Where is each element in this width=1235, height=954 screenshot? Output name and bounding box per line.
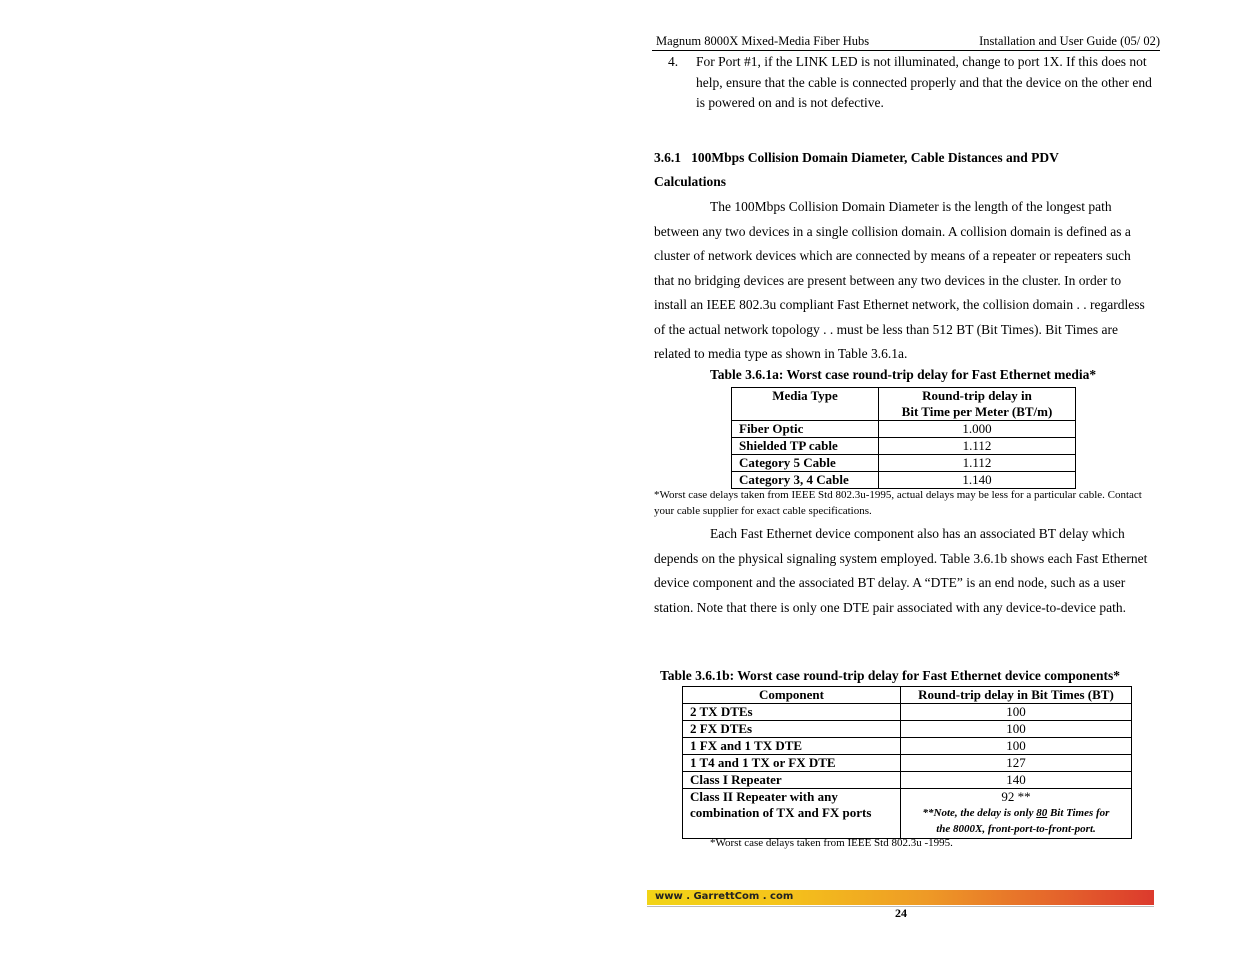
table-a-footnote: *Worst case delays taken from IEEE Std 802.3u-1995, actual delays may be less for a particular cable. Contact your cable supplier for exact cable specifications.	[654, 489, 1142, 517]
component-line1: Class II Repeater with any	[690, 789, 838, 804]
table-row	[683, 721, 1132, 738]
delay-cell: 100	[901, 704, 1132, 721]
header-round-trip-delay	[879, 388, 1076, 421]
section-heading	[654, 146, 1154, 194]
table-header-row	[683, 687, 1132, 704]
footer-url: www . GarrettCom . com	[655, 891, 794, 902]
paragraph-collision-domain	[654, 195, 1154, 367]
section-heading-line1: 3.6.1 100Mbps Collision Domain Diameter, Cable Distances and PDV	[654, 150, 1059, 165]
header-round-trip-delay-bt: Round-trip delay in Bit Times (BT)	[901, 687, 1132, 704]
table-row	[683, 789, 1132, 839]
header-component: Component	[683, 687, 901, 704]
paragraph-collision-domain-text: The 100Mbps Collision Domain Diameter is the length of the longest path between any two devices in a single collision domain. A collision domain is defined as a cluster of network devices which are connected by means of a repeater or repeaters such that no bridging devices are present between any two devices in the cluster. In order to install an IEEE 802.3u compliant Fast Ethernet network, the collision domain . . regardless of the actual network topology . . must be less than 512 BT (Bit Times). Bit Times are related to media type as shown in Table 3.6.1a.	[654, 199, 1145, 361]
table-row	[683, 704, 1132, 721]
table-row	[683, 755, 1132, 772]
running-header-guide: Installation and User Guide (05/ 02)	[979, 34, 1160, 48]
media-cell: Category 3, 4 Cable	[732, 472, 879, 489]
table-row	[683, 772, 1132, 789]
page-number: 24	[895, 906, 907, 920]
component-cell: 1 T4 and 1 TX or FX DTE	[683, 755, 901, 772]
delay-cell: 127	[901, 755, 1132, 772]
table-b-caption: Table 3.6.1b: Worst case round-trip delay for Fast Ethernet device components*	[660, 668, 1120, 683]
note-mid: Bit Times for	[1047, 807, 1110, 819]
delay-cell: 1.112	[879, 438, 1076, 455]
running-header-title: Magnum 8000X Mixed-Media Fiber Hubs	[656, 34, 870, 48]
media-cell: Category 5 Cable	[732, 455, 879, 472]
header-media-type: Media Type	[732, 388, 879, 421]
component-cell: Class I Repeater	[683, 772, 901, 789]
media-cell: Shielded TP cable	[732, 438, 879, 455]
delay-cell: 1.112	[879, 455, 1076, 472]
table-header-row	[732, 388, 1076, 421]
table-row	[732, 438, 1076, 455]
component-cell: 2 TX DTEs	[683, 704, 901, 721]
delay-cell: 100	[901, 738, 1132, 755]
header-round-trip-delay-line2: Bit Time per Meter (BT/m)	[901, 404, 1053, 419]
delay-cell: 1.140	[879, 472, 1076, 489]
delay-cell	[901, 789, 1132, 839]
component-cell: 1 FX and 1 TX DTE	[683, 738, 901, 755]
footer-banner	[647, 890, 1154, 905]
note-prefix: **Note, the delay is only	[922, 807, 1037, 819]
paragraph-device-components-text: Each Fast Ethernet device component also has an associated BT delay which depends on the physical signaling system employed. Table 3.6.1b shows each Fast Ethernet device component and the associated BT delay. A “DTE” is an end node, such as a user station. Note that there is only one DTE pair associated with any device-to-device path.	[654, 526, 1148, 615]
component-delay-table	[682, 686, 1132, 839]
delay-cell: 140	[901, 772, 1132, 789]
header-rule	[652, 50, 1160, 51]
delay-note-line2: the 8000X, front-port-to-front-port.	[936, 823, 1096, 835]
component-cell: 2 FX DTEs	[683, 721, 901, 738]
list-item-number: 4.	[668, 54, 679, 69]
delay-note-line1	[908, 805, 1124, 821]
section-heading-line2: Calculations	[654, 174, 727, 189]
delay-cell: 1.000	[879, 421, 1076, 438]
table-row	[732, 455, 1076, 472]
paragraph-device-components	[654, 522, 1154, 620]
table-row	[732, 472, 1076, 489]
list-item-text: For Port #1, if the LINK LED is not illuminated, change to port 1X. If this does not help, ensure that the cable is connected properly and that the device on the other end is powered on and is not defective.	[696, 54, 1152, 110]
component-line2: combination of TX and FX ports	[690, 805, 872, 820]
delay-value: 92 **	[1001, 789, 1031, 804]
media-cell: Fiber Optic	[732, 421, 879, 438]
delay-cell: 100	[901, 721, 1132, 738]
table-row	[683, 738, 1132, 755]
table-b-footnote: *Worst case delays taken from IEEE Std 802.3u -1995.	[710, 837, 953, 849]
table-row	[732, 421, 1076, 438]
table-a-caption: Table 3.6.1a: Worst case round-trip delay for Fast Ethernet media*	[710, 367, 1097, 382]
media-delay-table	[731, 387, 1076, 489]
note-emphasis: 80	[1036, 807, 1048, 819]
header-round-trip-delay-line1: Round-trip delay in	[922, 388, 1032, 403]
component-cell	[683, 789, 901, 839]
